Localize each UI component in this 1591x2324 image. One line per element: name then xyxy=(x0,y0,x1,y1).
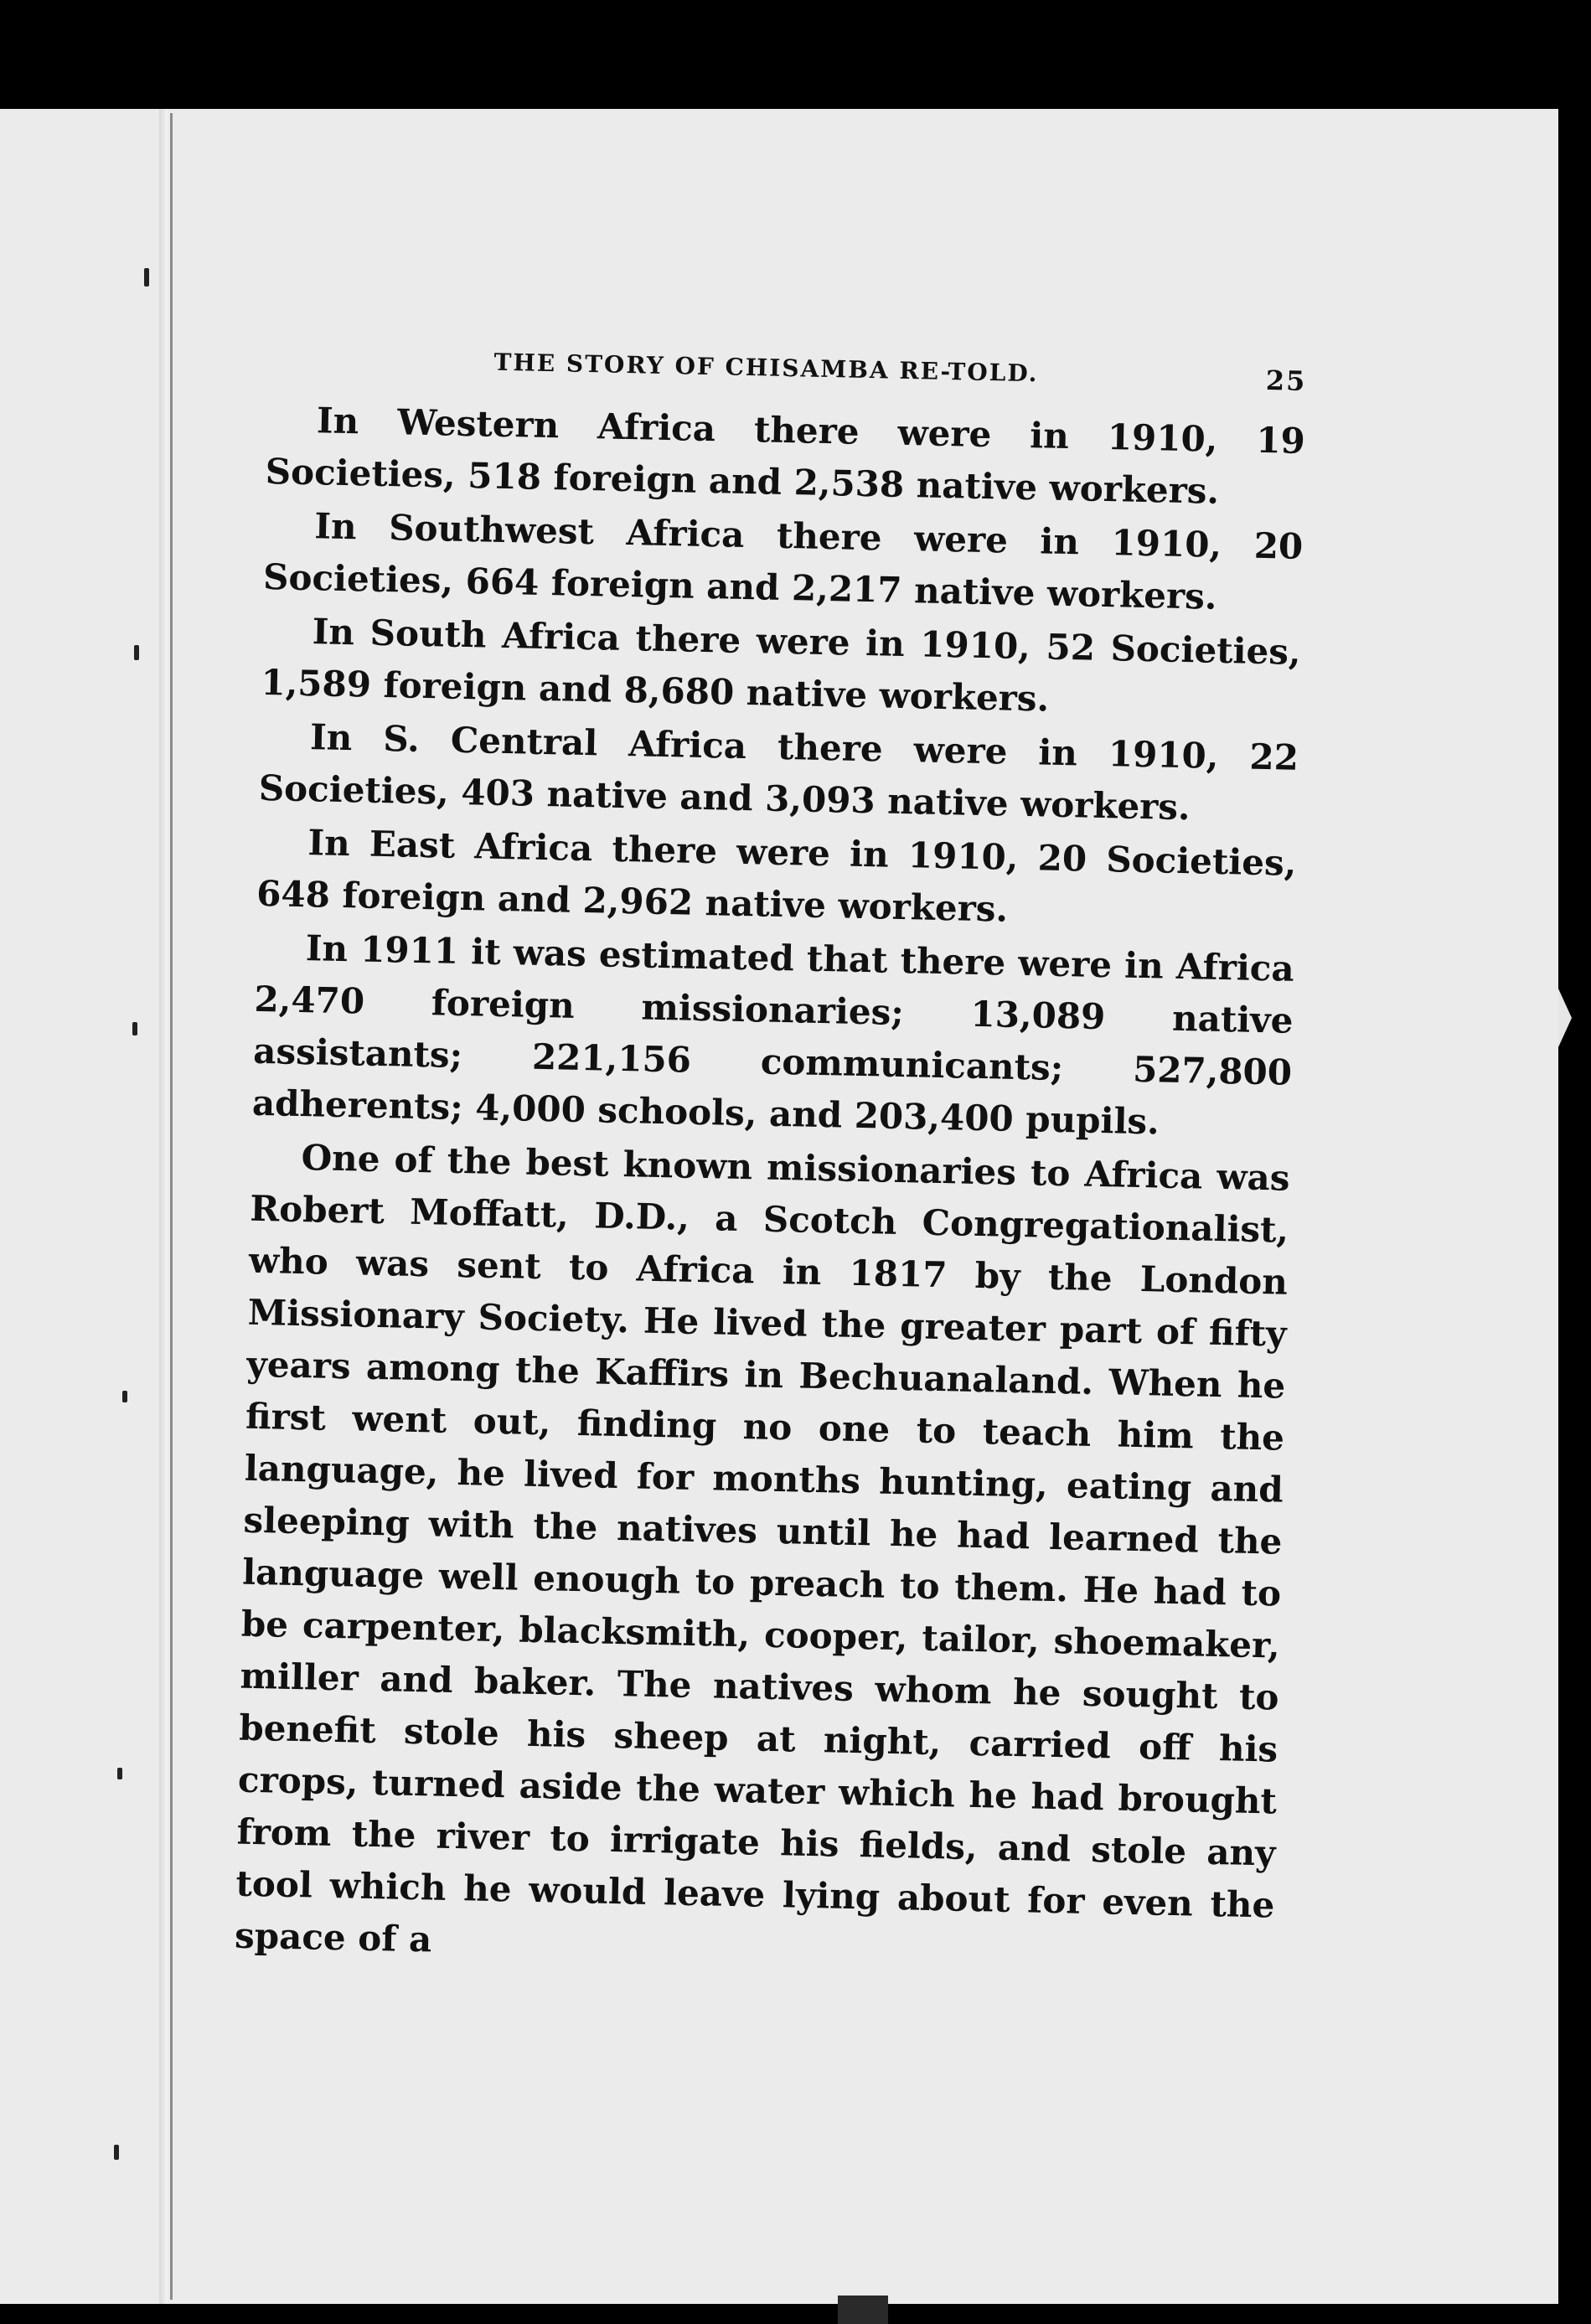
paragraph-s-central-africa: In S. Central Africa there were in 1910, 22 Societies, 403 native and 3,093 native workers. xyxy=(258,716,1299,829)
paragraph-east-africa: In East Africa there were in 1910, 20 Societies, 648 foreign and 2,962 native workers. xyxy=(256,822,1297,930)
page-corner-tab xyxy=(1558,989,1572,1047)
margin-speck xyxy=(132,1022,137,1035)
paragraph-southwest-africa: In Southwest Africa there were in 1910, 20 Societies, 664 foreign and 2,217 native workers. xyxy=(262,505,1304,617)
scan-artifact xyxy=(838,2296,888,2324)
body-text xyxy=(235,394,1306,1984)
margin-speck xyxy=(144,268,149,287)
page-left-edge xyxy=(159,109,168,2304)
paragraph-western-africa: In Western Africa there were in 1910, 19 Societies, 518 foreign and 2,538 native workers. xyxy=(265,400,1306,512)
paragraph-south-africa: In South Africa there were in 1910, 52 Societies, 1,589 foreign and 8,680 native workers. xyxy=(261,611,1302,720)
margin-speck xyxy=(122,1391,127,1402)
margin-speck xyxy=(114,2145,119,2160)
margin-speck xyxy=(134,645,139,660)
page-text-block xyxy=(235,343,1307,1984)
paragraph-1911-estimate: In 1911 it was estimated that there were in Africa 2,470 foreign missionaries; 13,089 native assistants; 221,156 communicants; 527,800 adherents; 4,000 schools, and 203,400 pupils. xyxy=(251,927,1295,1143)
margin-speck xyxy=(117,1768,122,1779)
page-number: 25 xyxy=(1265,364,1307,397)
running-title: THE STORY OF CHISAMBA RE-TOLD. xyxy=(493,348,1039,388)
binding-gutter-line xyxy=(170,113,173,2300)
paragraph-robert-moffatt: One of the best known missionaries to Africa was Robert Moffatt, D.D., a Scotch Congregationalist, who was sent to Africa in 1817 by the London Missionary Society. He lived the greater part of fifty years among the Kaffirs in Bechuanaland. When he first went out, finding no one to teach him the language, he lived for months hunting, eating and sleeping with the natives until he had learned the language well enough to preach to them. He had to be carpenter, blacksmith, cooper, tailor, shoemaker, miller and baker. The natives whom he sought to benefit stole his sheep at night, carried off his crops, turned aside the water which he had brought from the river to irrigate his fields, and stole any tool which he would leave lying about for even the space of a xyxy=(234,1137,1290,1960)
